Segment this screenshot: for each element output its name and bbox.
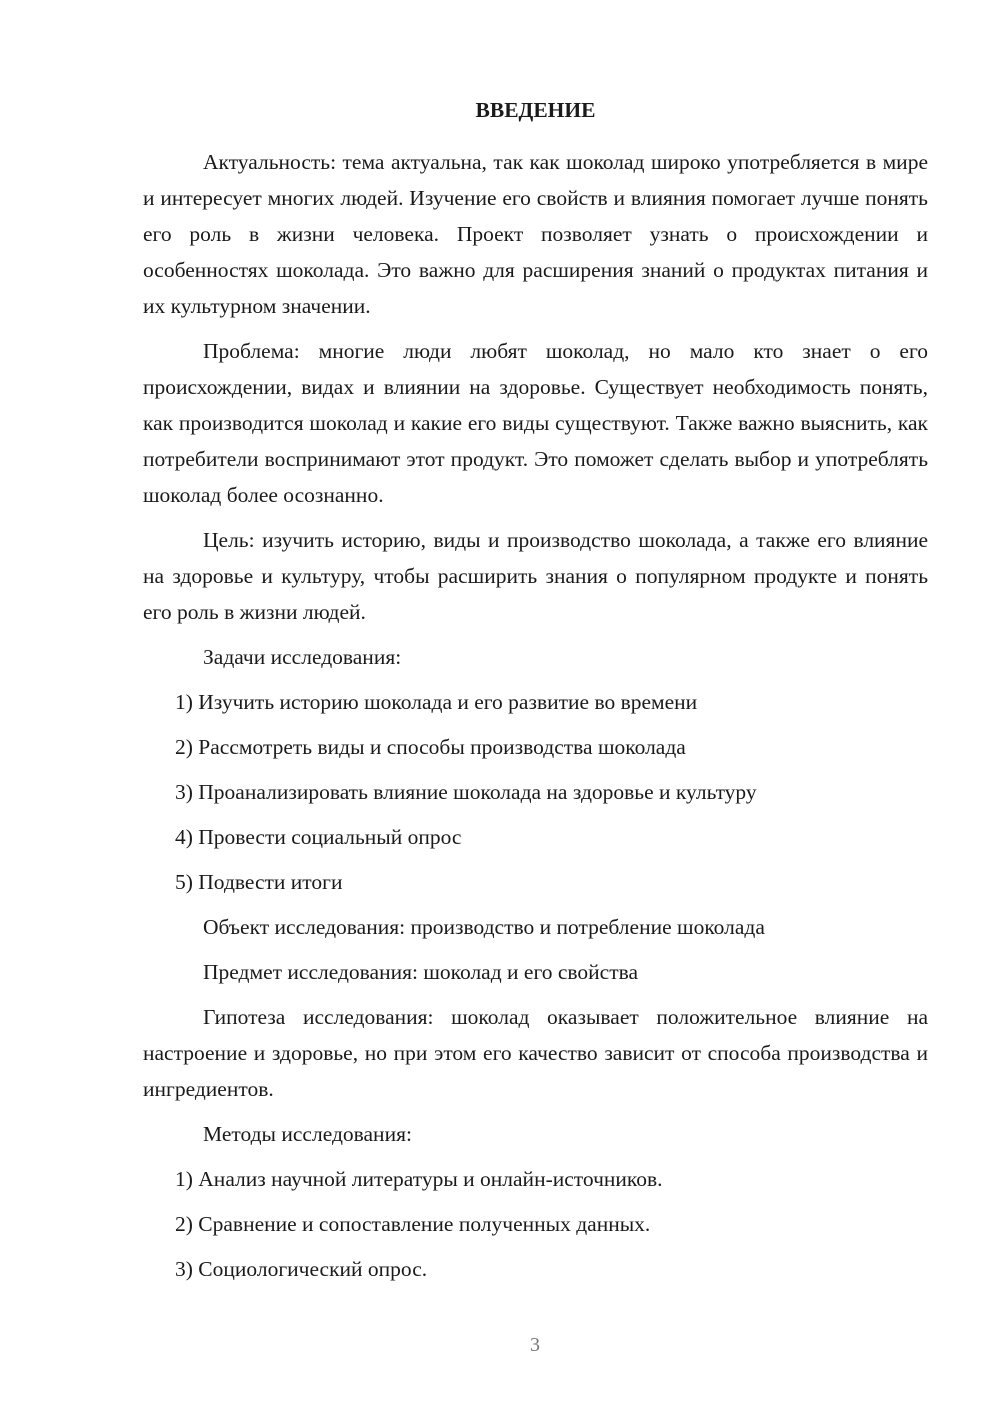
tasks-heading: Задачи исследования: xyxy=(203,645,402,669)
research-subject: Предмет исследования: шоколад и его свойства xyxy=(203,960,639,984)
document-page xyxy=(143,96,928,1296)
method-item: 3) Социологический опрос. xyxy=(175,1257,428,1281)
method-item: 1) Анализ научной литературы и онлайн-источников. xyxy=(175,1167,663,1191)
goal-paragraph: Цель: изучить историю, виды и производство шоколада, а также его влияние на здоровье и культуру, чтобы расширить знания о популярном продукте и понять его роль в жизни людей. xyxy=(143,528,928,624)
page-title: ВВЕДЕНИЕ xyxy=(475,98,596,122)
task-item: 2) Рассмотреть виды и способы производства шоколада xyxy=(175,735,686,759)
research-object: Объект исследования: производство и потребление шоколада xyxy=(203,915,765,939)
problem-paragraph: Проблема: многие люди любят шоколад, но мало кто знает о его происхождении, видах и влиянии на здоровье. Существует необходимость понять, как производится шоколад и какие его виды существуют. Также важно выяснить, как потребители воспринимают этот продукт. Это поможет сделать выбор и употреблять шоколад более осознанно. xyxy=(143,339,928,507)
method-item: 2) Сравнение и сопоставление полученных данных. xyxy=(175,1212,651,1236)
task-item: 3) Проанализировать влияние шоколада на здоровье и культуру xyxy=(175,780,757,804)
hypothesis-paragraph: Гипотеза исследования: шоколад оказывает положительное влияние на настроение и здоровье, но при этом его качество зависит от способа производства и ингредиентов. xyxy=(143,1005,928,1101)
methods-heading: Методы исследования: xyxy=(203,1122,412,1146)
task-item: 5) Подвести итоги xyxy=(175,870,343,894)
task-item: 4) Провести социальный опрос xyxy=(175,825,462,849)
page-number: 3 xyxy=(530,1334,540,1356)
task-item: 1) Изучить историю шоколада и его развитие во времени xyxy=(175,690,698,714)
relevance-paragraph: Актуальность: тема актуальна, так как шоколад широко употребляется в мире и интересует многих людей. Изучение его свойств и влияния помогает лучше понять его роль в жизни человека. Проект позволяет узнать о происхождении и особенностях шоколада. Это важно для расширения знаний о продуктах питания и их культурном значении. xyxy=(143,150,928,318)
